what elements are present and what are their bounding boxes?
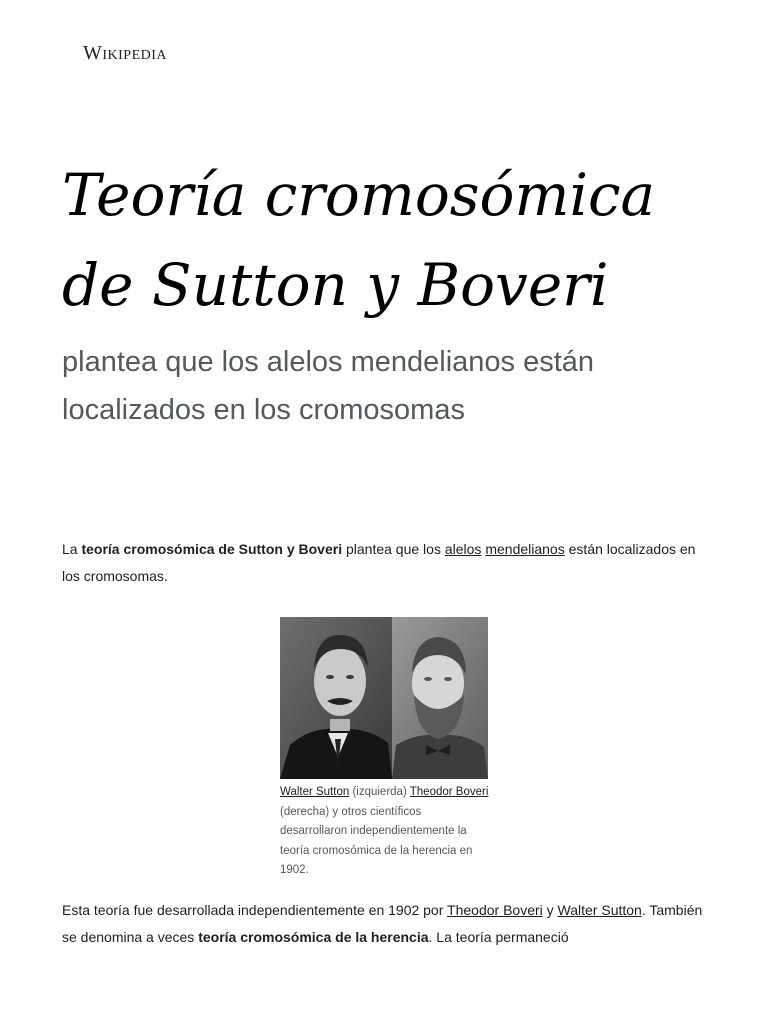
page-subtitle: plantea que los alelos mendelianos están localizados en los cromosomas — [62, 346, 595, 426]
link-walter-sutton[interactable]: Walter Sutton — [557, 902, 642, 918]
page-title — [62, 150, 742, 330]
para2-bold-term: teoría cromosómica de la herencia — [198, 929, 429, 945]
caption-link-boveri[interactable]: Theodor Boveri — [409, 786, 489, 798]
title-line-2: de Sutton y Boveri — [62, 251, 609, 319]
para2-text-4: . La teoría permaneció — [428, 929, 569, 945]
intro-bold-term: teoría cromosómica de Sutton y Boveri — [81, 541, 343, 557]
link-alelos[interactable]: alelos — [444, 541, 482, 557]
intro-text-1: La — [62, 541, 82, 557]
intro-text-2: plantea que los — [342, 541, 445, 557]
article-figure — [280, 617, 490, 881]
caption-text-1: (izquierda) — [349, 786, 410, 798]
title-line-1: Teoría cromosómica — [62, 161, 656, 229]
sutton-boveri-photo[interactable] — [280, 617, 488, 779]
para2-text-2: y — [542, 902, 558, 918]
link-mendelianos[interactable]: mendelianos — [485, 541, 565, 557]
intro-text-4: están localizados en los cromosomas. — [62, 541, 696, 584]
caption-text-2: (derecha) y otros científicos desarrollaron independientemente la teoría cromosómica de la herencia en 1902. — [280, 805, 473, 876]
wikipedia-logo[interactable]: Wikipedia — [83, 42, 168, 64]
intro-paragraph — [62, 536, 712, 590]
figure-caption — [280, 783, 490, 881]
para2-text-1: Esta teoría fue desarrollada independientemente en 1902 por — [62, 902, 448, 918]
body-paragraph — [62, 897, 712, 951]
link-theodor-boveri[interactable]: Theodor Boveri — [447, 902, 543, 918]
caption-link-sutton[interactable]: Walter Sutton — [280, 786, 350, 798]
portrait-image — [280, 617, 488, 779]
para2-text-3: . También se denomina a veces — [62, 902, 703, 945]
